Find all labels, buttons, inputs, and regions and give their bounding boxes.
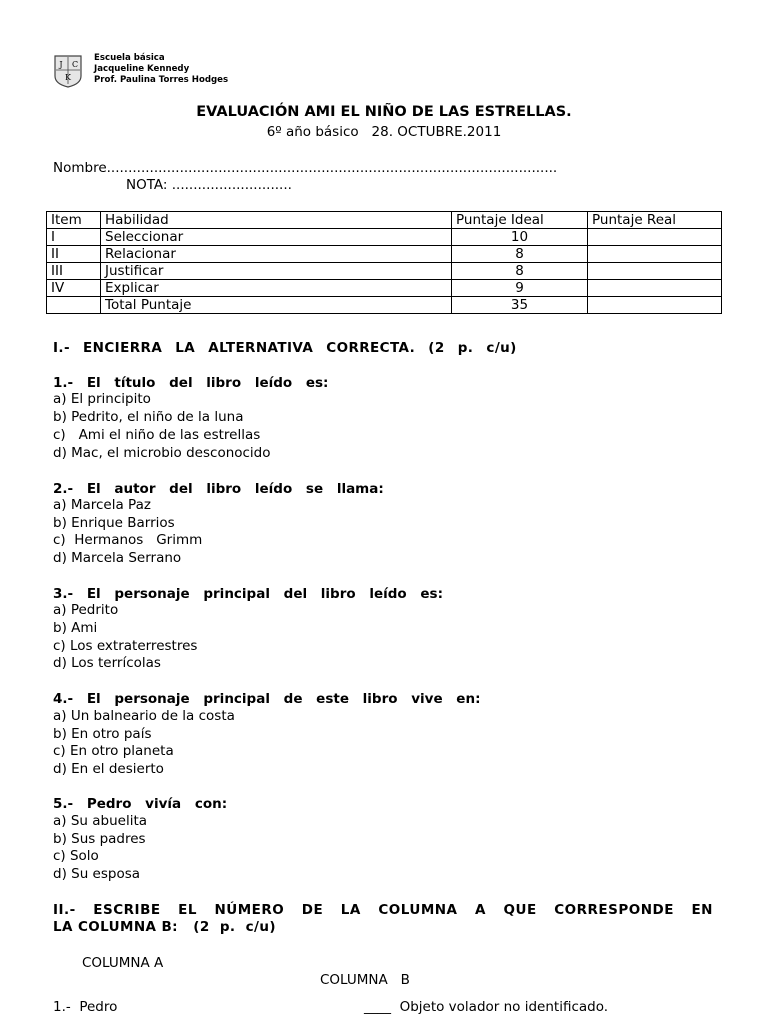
table-cell[interactable] (588, 280, 722, 297)
question-4: 4.- El personaje principal de este libro vive en: (53, 691, 481, 707)
option-1b[interactable]: b) Pedrito, el niño de la luna (53, 409, 244, 425)
option-1c[interactable]: c) Ami el niño de las estrellas (53, 427, 261, 443)
table-header-row (47, 212, 722, 229)
table-cell: 8 (452, 246, 588, 263)
table-row (47, 280, 722, 297)
table-row (47, 229, 722, 246)
table-cell: Total Puntaje (101, 297, 452, 314)
school-info (94, 53, 228, 86)
option-3b[interactable]: b) Ami (53, 620, 98, 636)
document-title: EVALUACIÓN AMI EL NIÑO DE LAS ESTRELLAS. (196, 104, 572, 120)
option-3a[interactable]: a) Pedrito (53, 602, 119, 618)
table-cell[interactable] (588, 263, 722, 280)
table-cell: IV (47, 280, 101, 297)
table-cell: 10 (452, 229, 588, 246)
section-2-heading-line2: LA COLUMNA B: (2 p. c/u) (53, 919, 276, 935)
table-header-cell: Puntaje Real (588, 212, 722, 229)
option-5c[interactable]: c) Solo (53, 848, 99, 864)
option-4d[interactable]: d) En el desierto (53, 761, 164, 777)
option-5d[interactable]: d) Su esposa (53, 866, 141, 882)
table-cell: II (47, 246, 101, 263)
match-item-right[interactable]: ____ Objeto volador no identificado. (364, 999, 609, 1015)
table-cell: Relacionar (101, 246, 452, 263)
section-1-heading: I.- ENCIERRA LA ALTERNATIVA CORRECTA. (2 p. c/u) (53, 340, 517, 356)
table-cell[interactable] (588, 246, 722, 263)
option-4c[interactable]: c) En otro planeta (53, 743, 174, 759)
option-2b[interactable]: b) Enrique Barrios (53, 515, 175, 531)
table-header-cell: Habilidad (101, 212, 452, 229)
option-3d[interactable]: d) Los terrícolas (53, 655, 161, 671)
table-cell: 8 (452, 263, 588, 280)
question-2: 2.- El autor del libro leído se llama: (53, 481, 384, 497)
table-row (47, 246, 722, 263)
question-1: 1.- El título del libro leído es: (53, 375, 329, 391)
table-cell: Explicar (101, 280, 452, 297)
option-3c[interactable]: c) Los extraterrestres (53, 638, 198, 654)
table-cell (47, 297, 101, 314)
table-cell[interactable] (588, 297, 722, 314)
table-row (47, 263, 722, 280)
columna-b-label: COLUMNA B (320, 972, 410, 988)
option-5a[interactable]: a) Su abuelita (53, 813, 148, 829)
school-line: Escuela básica (94, 53, 165, 63)
table-row (47, 297, 722, 314)
question-5: 5.- Pedro vivía con: (53, 796, 228, 812)
table-cell: I (47, 229, 101, 246)
match-item-left: 1.- Pedro (53, 999, 118, 1015)
table-cell: III (47, 263, 101, 280)
option-4b[interactable]: b) En otro país (53, 726, 152, 742)
table-header-cell: Puntaje Ideal (452, 212, 588, 229)
document-subtitle: 6º año básico 28. OCTUBRE.2011 (266, 124, 502, 140)
nombre-field[interactable]: Nombre......................................................................................................... (53, 160, 558, 176)
table-cell[interactable] (588, 229, 722, 246)
option-2c[interactable]: c) Hermanos Grimm (53, 532, 203, 548)
option-1a[interactable]: a) El principito (53, 391, 151, 407)
school-logo-icon (53, 54, 83, 88)
svg-text:K: K (65, 73, 71, 82)
svg-text:J: J (59, 60, 63, 69)
option-2d[interactable]: d) Marcela Serrano (53, 550, 182, 566)
columna-a-label: COLUMNA A (82, 955, 164, 971)
table-cell: Justificar (101, 263, 452, 280)
table-cell: 35 (452, 297, 588, 314)
option-2a[interactable]: a) Marcela Paz (53, 497, 151, 513)
score-table (46, 211, 722, 314)
school-line: Jacqueline Kennedy (94, 64, 190, 74)
option-1d[interactable]: d) Mac, el microbio desconocido (53, 445, 271, 461)
svg-text:C: C (71, 60, 79, 69)
school-line: Prof. Paulina Torres Hodges (94, 75, 229, 85)
option-5b[interactable]: b) Sus padres (53, 831, 146, 847)
table-header-cell: Item (47, 212, 101, 229)
option-4a[interactable]: a) Un balneario de la costa (53, 708, 235, 724)
table-cell: Seleccionar (101, 229, 452, 246)
question-3: 3.- El personaje principal del libro leído es: (53, 586, 443, 602)
table-cell: 9 (452, 280, 588, 297)
nota-field[interactable]: NOTA: ............................ (126, 177, 292, 193)
section-2-heading-line1: II.- ESCRIBE EL NÚMERO DE LA COLUMNA A QUE CORRESPONDE EN (53, 902, 713, 918)
